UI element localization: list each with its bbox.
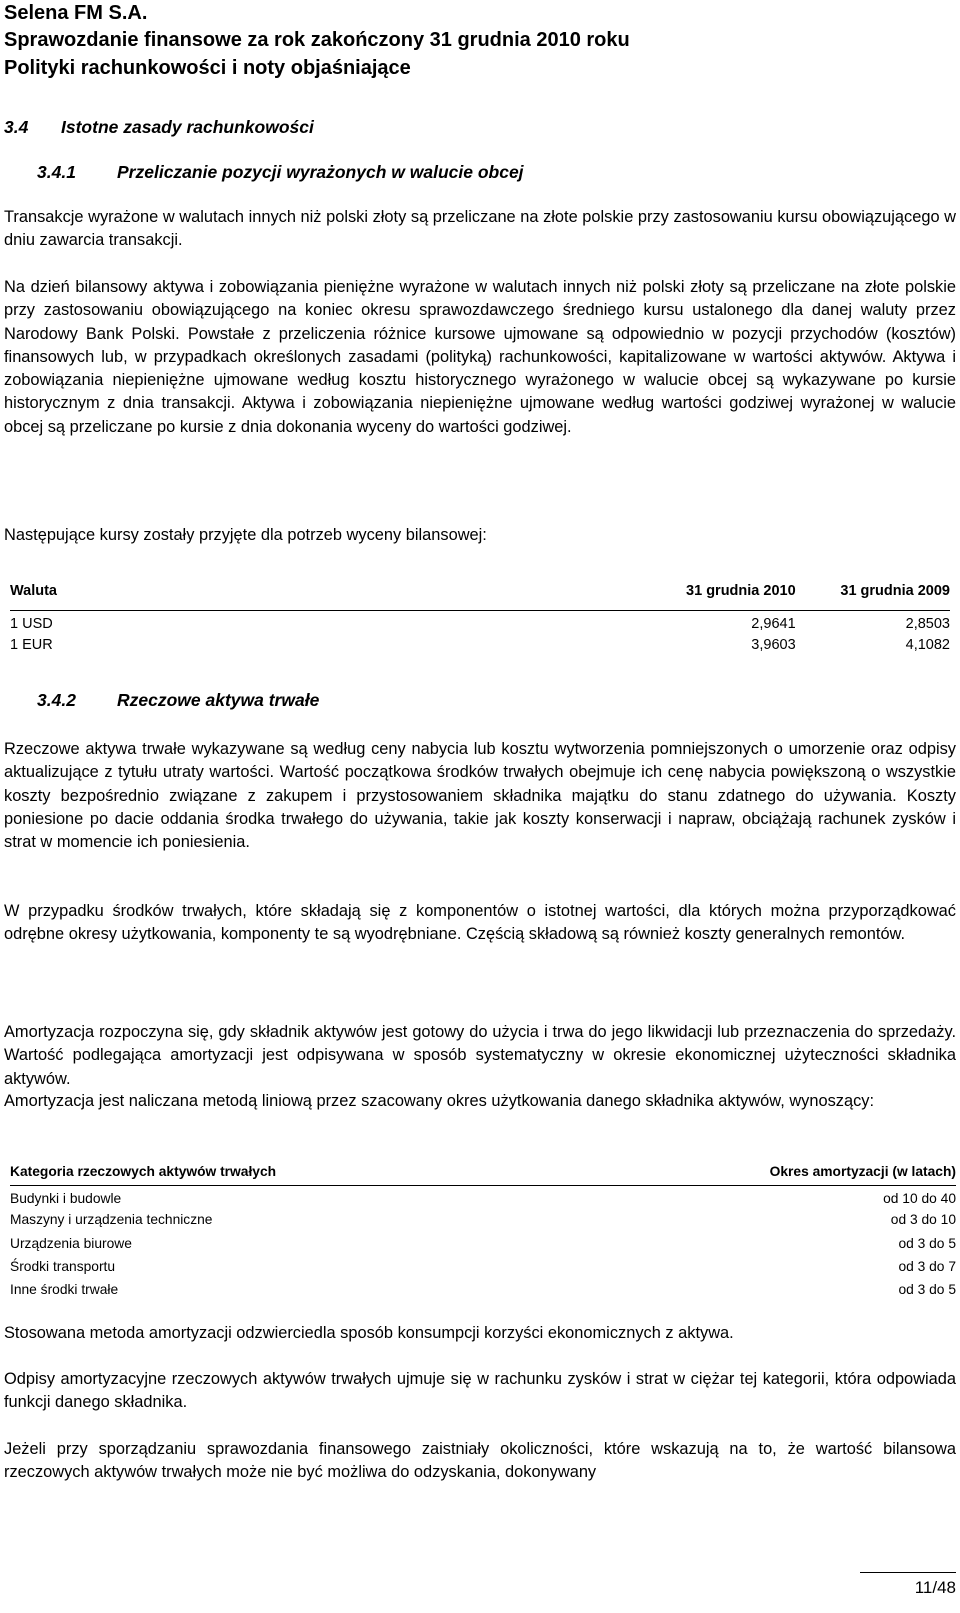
report-subtitle: Polityki rachunkowości i noty objaśniające (4, 57, 411, 79)
paragraph: Transakcje wyrażone w walutach innych niż polski złoty są przeliczane na złote polskie przy zastosowaniu kursu obowiązującego w dniu zawarcia transakcji. (4, 208, 956, 250)
table-row (10, 1278, 956, 1301)
subsection-title: Przeliczanie pozycji wyrażonych w walucie obcej (117, 162, 524, 182)
column-header: 31 grudnia 2010 (592, 583, 796, 610)
paragraph: Odpisy amortyzacyjne rzeczowych aktywów trwałych ujmuje się w rachunku zysków i strat w ciężar tej kategorii, która odpowiada funkcji danego składnika. (4, 1370, 956, 1412)
table-cell: 1 EUR (10, 636, 53, 653)
table-cell: od 10 do 40 (883, 1190, 956, 1206)
company-name: Selena FM S.A. (4, 2, 148, 24)
page-number: 11/48 (914, 1578, 956, 1597)
column-header: Okres amortyzacji (w latach) (570, 1164, 956, 1185)
table-cell: od 3 do 5 (898, 1282, 956, 1298)
section-heading (4, 117, 314, 138)
section-title: Istotne zasady rachunkowości (61, 117, 314, 137)
table-cell: Budynki i budowle (10, 1190, 122, 1206)
table-cell: 3,9603 (751, 636, 796, 653)
paragraph: Amortyzacja rozpoczyna się, gdy składnik aktywów jest gotowy do użycia i trwa do jego likwidacji lub przeznaczenia do sprzedaży. Wartość podlegająca amortyzacji jest odpisywana w sposób systematyczny w okresie ekonomicznej użyteczności składnika aktywów. (4, 1023, 956, 1088)
table-cell: od 3 do 10 (890, 1212, 956, 1228)
column-header: Waluta (10, 583, 592, 610)
table-cell: Maszyny i urządzenia techniczne (10, 1212, 213, 1228)
column-header: 31 grudnia 2009 (796, 583, 950, 610)
table-row (10, 1208, 956, 1231)
table-row (10, 1232, 956, 1255)
table-cell: od 3 do 5 (898, 1235, 956, 1251)
table-cell: 2,8503 (905, 615, 950, 632)
paragraph: Następujące kursy zostały przyjęte dla potrzeb wyceny bilansowej: (4, 526, 487, 544)
subsection-heading-fixed-assets (37, 690, 319, 711)
section-number: 3.4 (4, 117, 29, 137)
table-row (10, 1185, 956, 1208)
paragraph: Rzeczowe aktywa trwałe wykazywane są według ceny nabycia lub kosztu wytworzenia pomniejszonych o umorzenie oraz odpisy aktualizujące z tytułu utraty wartości. Wartość początkowa środków trwałych obejmuje ich cenę nabycia powiększoną o wszystkie koszty bezpośrednio związane z zakupem i przystosowaniem składnika majątku do stanu zdatnego do używania. Koszty poniesione po dacie oddania środka trwałego do używania, takie jak koszty konserwacji i napraw, obciążają rachunek zysków i strat w momencie ich poniesienia. (4, 740, 956, 852)
subsection-number: 3.4.2 (37, 690, 76, 710)
table-cell: 1 USD (10, 615, 53, 632)
table-cell: Inne środki trwałe (10, 1282, 119, 1298)
table-cell: od 3 do 7 (898, 1259, 956, 1275)
table-row (10, 610, 950, 633)
table-cell: 2,9641 (751, 615, 796, 632)
paragraph: Na dzień bilansowy aktywa i zobowiązania pieniężne wyrażone w walutach innych niż polski złoty są przeliczane na złote polskie przy zastosowaniu obowiązującego na koniec okresu sprawozdawczego średniego kursu ustalonego dla danej waluty przez Narodowy Bank Polski. Powstałe z przeliczenia różnice kursowe ujmowane są odpowiednio w pozycji przychodów (kosztów) finansowych lub, w przypadkach określonych zasadami (polityką) rachunkowości, kapitalizowane w wartości aktywów. Aktywa i zobowiązania niepieniężne ujmowane według kosztu historycznego wyrażonego w walucie obcej są wykazywane po kursie historycznym z dnia transakcji. Aktywa i zobowiązania niepieniężne ujmowane według wartości godziwej wyrażonej w walucie obcej są przeliczane po kursie z dnia dokonania wyceny do wartości godziwej. (4, 278, 956, 436)
table-cell: 4,1082 (905, 636, 950, 653)
report-title: Sprawozdanie finansowe za rok zakończony 31 grudnia 2010 roku (4, 29, 630, 51)
column-header: Kategoria rzeczowych aktywów trwałych (10, 1164, 570, 1185)
subsection-heading-foreign-currency (37, 162, 524, 183)
paragraph: Jeżeli przy sporządzaniu sprawozdania finansowego zaistniały okoliczności, które wskazują na to, że wartość bilansowa rzeczowych aktywów trwałych może nie być możliwa do odzyskania, dokonywany (4, 1440, 956, 1482)
depreciation-table (10, 1164, 956, 1301)
subsection-number: 3.4.1 (37, 162, 76, 182)
table-header-row (10, 1164, 956, 1185)
paragraph: Amortyzacja jest naliczana metodą liniową przez szacowany okres użytkowania danego składnika aktywów, wynoszący: (4, 1092, 875, 1110)
paragraph: W przypadku środków trwałych, które składają się z komponentów o istotnej wartości, dla których można przyporządkować odrębne okresy użytkowania, komponenty te są wyodrębniane. Częścią składową są również koszty generalnych remontów. (4, 902, 956, 944)
table-cell: Środki transportu (10, 1259, 116, 1275)
table-cell: Urządzenia biurowe (10, 1235, 132, 1251)
subsection-title: Rzeczowe aktywa trwałe (117, 690, 320, 710)
table-row (10, 1255, 956, 1278)
paragraph: Stosowana metoda amortyzacji odzwierciedla sposób konsumpcji korzyści ekonomicznych z aktywa. (4, 1324, 734, 1342)
exchange-rates-table (10, 583, 950, 656)
table-header-row (10, 583, 950, 610)
table-row (10, 633, 950, 656)
footer-divider (860, 1572, 956, 1573)
